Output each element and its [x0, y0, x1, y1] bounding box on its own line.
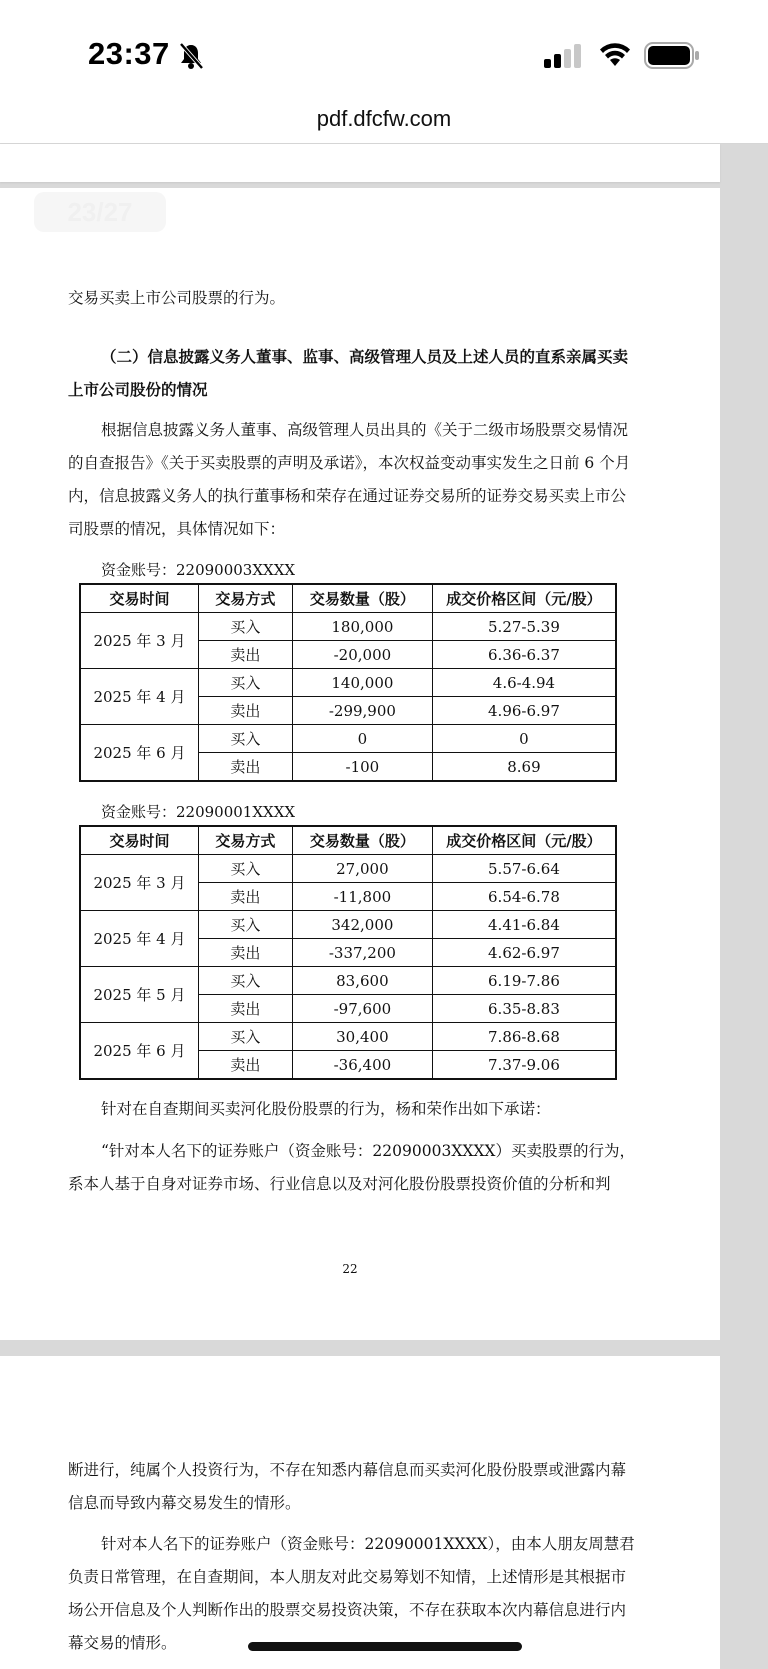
- quantity-cell: -337,200: [292, 939, 432, 967]
- header-time: 交易时间: [80, 826, 198, 855]
- month-cell: 2025 年 6 月: [80, 1023, 198, 1080]
- header-time: 交易时间: [80, 584, 198, 613]
- price-cell: 4.6-4.94: [432, 669, 616, 697]
- price-cell: 4.96-6.97: [432, 697, 616, 725]
- month-cell: 2025 年 5 月: [80, 967, 198, 1023]
- quantity-cell: 140,000: [292, 669, 432, 697]
- quantity-cell: 342,000: [292, 911, 432, 939]
- method-cell: 买入: [198, 1023, 292, 1051]
- price-cell: 4.41-6.84: [432, 911, 616, 939]
- quantity-cell: -20,000: [292, 641, 432, 669]
- price-cell: 6.35-8.83: [432, 995, 616, 1023]
- quantity-cell: 27,000: [292, 855, 432, 883]
- price-cell: 5.57-6.64: [432, 855, 616, 883]
- quantity-cell: -11,800: [292, 883, 432, 911]
- month-cell: 2025 年 6 月: [80, 725, 198, 782]
- method-cell: 买入: [198, 911, 292, 939]
- address-bar[interactable]: [0, 104, 768, 144]
- method-cell: 卖出: [198, 883, 292, 911]
- quantity-cell: 83,600: [292, 967, 432, 995]
- table-row: [80, 669, 616, 697]
- trade-table-2: [79, 825, 617, 1080]
- paragraph-2: 根据信息披露义务人董事、高级管理人员出具的《关于二级市场股票交易情况的自查报告》《关于买卖股票的声明及承诺》，本次权益变动事实发生之日前 6 个月内，信息披露义务人的执行董事杨和荣存在通过证券交易所的证券交易买卖上市公司股票的情况，具体情况如下：: [68, 421, 631, 538]
- table-row: [80, 911, 616, 939]
- table-row: [80, 855, 616, 883]
- price-cell: 5.27-5.39: [432, 613, 616, 641]
- paragraph-6: 针对本人名下的证券账户（资金账号：22090001XXXX），由本人朋友周慧君负责日常管理，在自查期间，本人朋友对此交易筹划不知情，上述情形是其根据市场公开信息及个人判断作出的股票交易投资决策，不存在获取本次内幕信息进行内幕交易的情形。: [68, 1535, 635, 1652]
- method-cell: 买入: [198, 855, 292, 883]
- month-cell: 2025 年 4 月: [80, 911, 198, 967]
- method-cell: 卖出: [198, 939, 292, 967]
- battery-icon: [644, 42, 700, 69]
- quantity-cell: -36,400: [292, 1051, 432, 1080]
- price-cell: 6.54-6.78: [432, 883, 616, 911]
- method-cell: 卖出: [198, 1051, 292, 1080]
- paragraph-4: “针对本人名下的证券账户（资金账号：22090003XXXX）买卖股票的行为，系本人基于自身对证券市场、行业信息以及对河化股份股票投资价值的分析和判: [68, 1142, 635, 1193]
- table-header-row: [80, 584, 616, 613]
- price-cell: 4.62-6.97: [432, 939, 616, 967]
- method-cell: 买入: [198, 725, 292, 753]
- header-method: 交易方式: [198, 584, 292, 613]
- quantity-cell: -299,900: [292, 697, 432, 725]
- price-cell: 7.37-9.06: [432, 1051, 616, 1080]
- method-cell: 买入: [198, 967, 292, 995]
- quantity-cell: 180,000: [292, 613, 432, 641]
- status-bar: [0, 0, 768, 104]
- section-heading: （二）信息披露义务人董事、监事、高级管理人员及上述人员的直系亲属买卖上市公司股份的情况: [68, 347, 629, 399]
- header-quantity: 交易数量（股）: [292, 584, 432, 613]
- page-indicator: 23/27: [34, 192, 166, 232]
- table-row: [80, 613, 616, 641]
- previous-page: [0, 144, 720, 182]
- table-header-row: [80, 826, 616, 855]
- month-cell: 2025 年 3 月: [80, 855, 198, 911]
- price-cell: 6.36-6.37: [432, 641, 616, 669]
- account-label-2: 资金账号：22090001XXXX: [101, 803, 296, 821]
- table-row: [80, 725, 616, 753]
- price-cell: 6.19-7.86: [432, 967, 616, 995]
- url-text: pdf.dfcfw.com: [316, 106, 452, 131]
- method-cell: 买入: [198, 669, 292, 697]
- status-time: 23:37: [88, 36, 170, 71]
- quantity-cell: 30,400: [292, 1023, 432, 1051]
- page-number: 22: [342, 1262, 358, 1276]
- month-cell: 2025 年 3 月: [80, 613, 198, 669]
- header-quantity: 交易数量（股）: [292, 826, 432, 855]
- paragraph-1: 交易买卖上市公司股票的行为。: [68, 289, 286, 307]
- quantity-cell: -97,600: [292, 995, 432, 1023]
- quantity-cell: 0: [292, 725, 432, 753]
- home-indicator[interactable]: [248, 1642, 522, 1651]
- table-row: [80, 967, 616, 995]
- table-row: [80, 1023, 616, 1051]
- price-cell: 7.86-8.68: [432, 1023, 616, 1051]
- trade-table-1: [79, 583, 617, 782]
- method-cell: 卖出: [198, 753, 292, 782]
- cellular-signal-icon: [544, 44, 584, 68]
- paragraph-3: 针对在自查期间买卖河化股份股票的行为，杨和荣作出如下承诺：: [101, 1100, 551, 1118]
- paragraph-5: 断进行，纯属个人投资行为，不存在知悉内幕信息而买卖河化股份股票或泄露内幕信息而导致内幕交易发生的情形。: [68, 1461, 627, 1512]
- account-label-1: 资金账号：22090003XXXX: [101, 561, 296, 579]
- bell-muted-icon: [178, 42, 204, 70]
- method-cell: 卖出: [198, 641, 292, 669]
- method-cell: 卖出: [198, 995, 292, 1023]
- price-cell: 0: [432, 725, 616, 753]
- price-cell: 8.69: [432, 753, 616, 782]
- quantity-cell: -100: [292, 753, 432, 782]
- wifi-icon: [598, 42, 632, 68]
- month-cell: 2025 年 4 月: [80, 669, 198, 725]
- header-method: 交易方式: [198, 826, 292, 855]
- header-price-range: 成交价格区间（元/股）: [432, 584, 616, 613]
- header-price-range: 成交价格区间（元/股）: [432, 826, 616, 855]
- method-cell: 买入: [198, 613, 292, 641]
- method-cell: 卖出: [198, 697, 292, 725]
